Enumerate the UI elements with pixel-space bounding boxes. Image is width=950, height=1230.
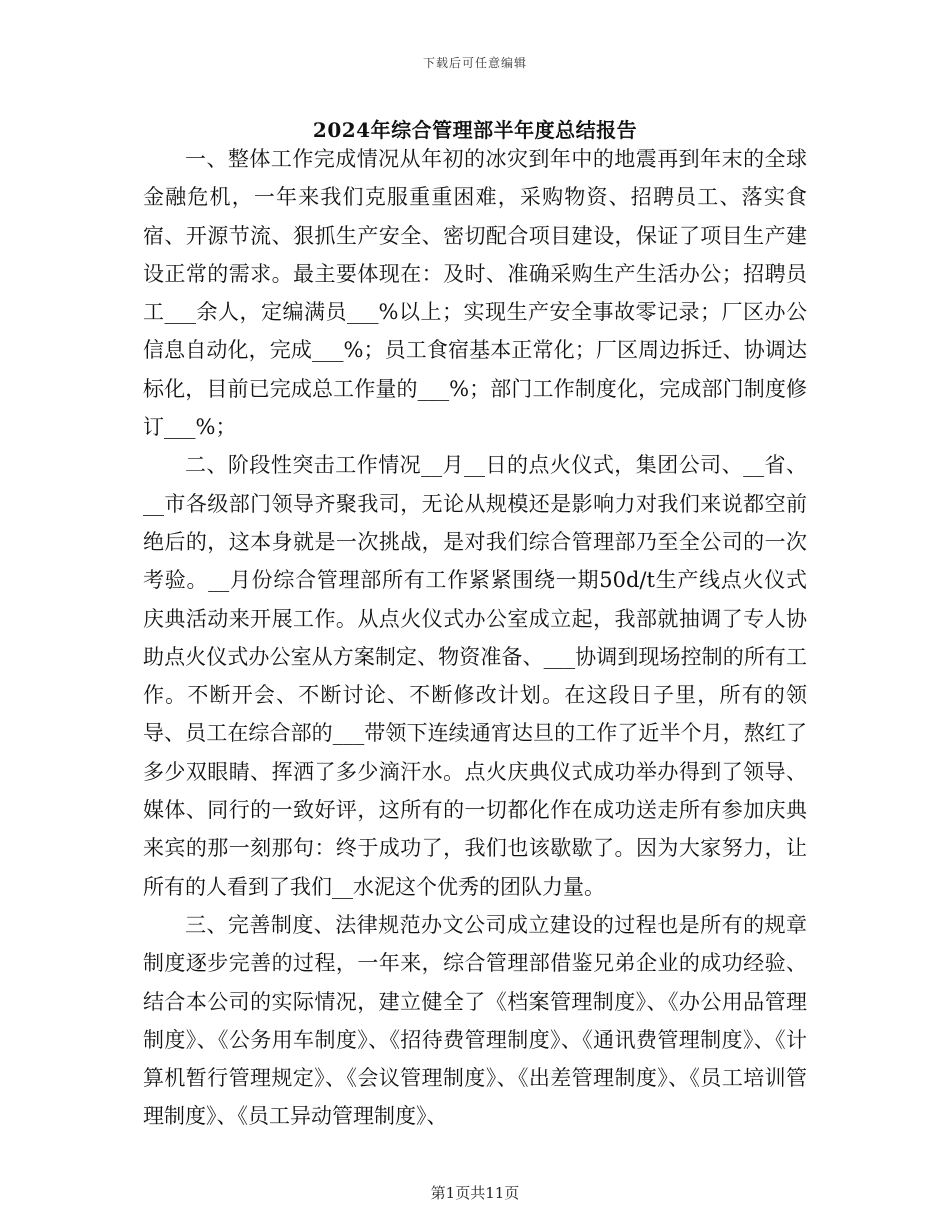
document-body: [143, 140, 807, 1136]
paragraph-overall-work: 一、整体工作完成情况从年初的冰灾到年中的地震再到年末的全球金融危机，一年来我们克服重重困难，采购物资、招聘员工、落实食宿、开源节流、狠抓生产安全、密切配合项目建设，保证了项目生产建设正常的需求。最主要体现在：及时、准确采购生产生活办公；招聘员工___余人，定编满员___%以上；实现生产安全事故零记录；厂区办公信息自动化，完成___%；员工食宿基本正常化；厂区周边拆迁、协调达标化，目前已完成总工作量的___%；部门工作制度化，完成部门制度修订___%；: [143, 147, 807, 440]
document-title: 2024年综合管理部半年度总结报告: [312, 118, 638, 142]
paragraph-phase-work: 二、阶段性突击工作情况__月__日的点火仪式，集团公司、__省、__市各级部门领导齐聚我司，无论从规模还是影响力对我们来说都空前绝后的，这本身就是一次挑战，是对我们综合管理部乃至全公司的一次考验。__月份综合管理部所有工作紧紧围绕一期50d/t生产线点火仪式庆典活动来开展工作。从点火仪式办公室成立起，我部就抽调了专人协助点火仪式办公室从方案制定、物资准备、___协调到现场控制的所有工作。不断开会、不断讨论、不断修改计划。在这段日子里，所有的领导、员工在综合部的___带领下连续通宵达旦的工作了近半个月，熬红了多少双眼睛、挥洒了多少滴汗水。点火庆典仪式成功举办得到了领导、媒体、同行的一致好评，这所有的一切都化作在成功送走所有参加庆典来宾的那一刻那句：终于成功了，我们也该歇歇了。因为大家努力，让所有的人看到了我们__水泥这个优秀的团队力量。: [143, 453, 807, 899]
page-number: 第1页共11页: [430, 1184, 520, 1202]
header-note: 下载后可任意编辑: [422, 56, 527, 70]
paragraph-regulations: 三、完善制度、法律规范办文公司成立建设的过程也是所有的规章制度逐步完善的过程，一年来，综合管理部借鉴兄弟企业的成功经验、结合本公司的实际情况，建立健全了《档案管理制度》、《办公用品管理制度》、《公务用车制度》、《招待费管理制度》、《通讯费管理制度》、《计算机暂行管理规定》、《会议管理制度》、《出差管理制度》、《员工培训管理制度》、《员工异动管理制度》、: [143, 912, 807, 1129]
